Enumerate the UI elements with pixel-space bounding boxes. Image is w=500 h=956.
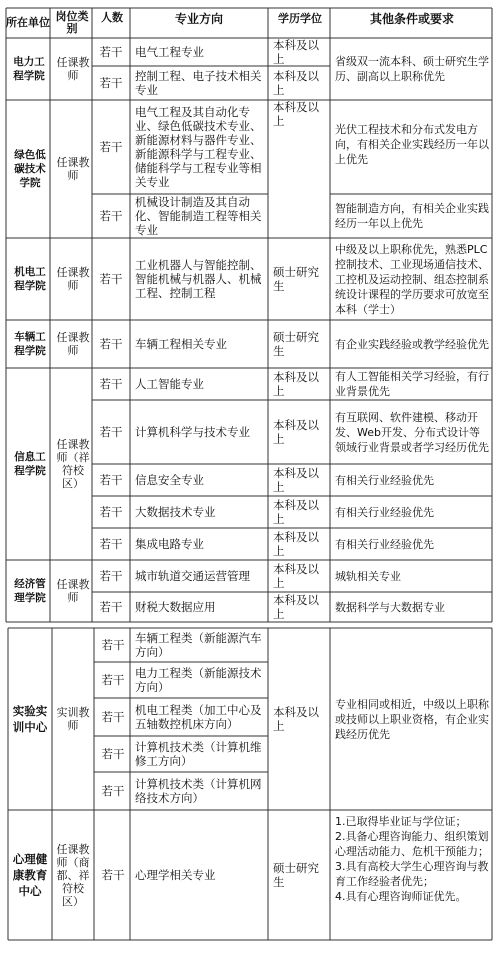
count-r1: 若干 [99,45,123,59]
post-type-psy: 任课教师（商都、祥符校区） [56,842,90,908]
count-r19: 若干 [101,868,125,882]
count-r15: 若干 [101,673,125,687]
header-unit: 所在单位 [6,16,50,29]
count-r13: 若干 [99,600,123,614]
req-mech: 中级及以上职称优先，熟悉PLC控制技术、工业现场通信技术、工控机及运动控制、组态控制系统设计课程的学历要求可放宽至本科（学士） [335,242,489,316]
major-r15: 电力工程类（新能源技术方向） [135,666,262,694]
degree-r1: 本科及以上 [273,38,319,66]
degree-psy: 硕士研究生 [273,861,319,889]
req-psy-item-2: 2.具备心理咨询能力、组织策划心理活动能力、危机干预能力； [335,830,489,858]
req-lab: 专业相同或相近，中级以上职称或技师以上职业资格，有企业实践经历优先 [335,697,489,741]
major-r16: 机电工程类（加工中心及五轴数控机床方向） [135,703,262,731]
count-r10: 若干 [99,505,123,519]
major-r12: 城市轨道交通运营管理 [135,569,250,583]
count-r3: 若干 [99,140,123,154]
major-r10: 大数据技术专业 [135,505,216,519]
major-r19: 心理学相关专业 [135,868,216,882]
degree-r9: 本科及以上 [273,466,319,494]
degree-r12: 本科及以上 [273,562,319,590]
post-type-mech: 任课教师 [56,266,90,292]
count-r5: 若干 [99,272,123,286]
major-r1: 电气工程专业 [135,45,204,59]
major-r4: 机械设计制造及其自动化、智能制造工程等相关专业 [135,195,262,237]
count-r2: 若干 [99,76,123,90]
post-type-lab: 实训教师 [56,706,90,732]
header-count: 人数 [101,11,123,24]
req-r7: 有人工智能相关学习经验，有行业背景优先 [335,370,489,398]
degree-r7: 本科及以上 [273,370,319,398]
degree-r8: 本科及以上 [273,418,319,446]
degree-r10: 本科及以上 [273,498,319,526]
unit-auto: 车辆工程学院 [14,331,46,357]
req-r13: 数据科学与大数据专业 [335,600,445,614]
major-r17: 计算机技术类（计算机维修工方向） [135,740,262,768]
unit-power: 电力工程学院 [13,56,45,82]
unit-lab: 实验实训中心 [12,704,48,734]
unit-info: 信息工程学院 [14,451,46,477]
req-r11: 有相关行业经验优先 [335,537,434,551]
header-post-type: 岗位类别 [55,10,89,35]
major-r8: 计算机科学与技术专业 [135,425,250,439]
major-r7: 人工智能专业 [135,377,204,391]
req-r9: 有相关行业经验优先 [335,473,434,487]
count-r16: 若干 [101,710,125,724]
count-r7: 若干 [99,377,123,391]
count-r6: 若干 [99,337,123,351]
degree-r11: 本科及以上 [273,530,319,558]
degree-auto: 硕士研究生 [273,330,319,358]
req-psy-item-3: 3.具有高校大学生心理咨询与教育工作经验者优先； [335,860,489,888]
post-type-power: 任课教师 [56,56,90,82]
major-r2: 控制工程、电子技术相关专业 [135,69,262,97]
count-r17: 若干 [101,747,125,761]
post-type-green: 任课教师 [56,156,90,182]
major-r18: 计算机技术类（计算机网络技术方向） [135,777,262,805]
header-major: 专业方向 [174,12,223,26]
unit-mech: 机电工程学院 [14,266,46,292]
post-type-auto: 任课教师 [56,331,90,357]
req-r10: 有相关行业经验优先 [335,505,434,519]
degree-green: 本科及以上 [273,100,319,128]
degree-mech: 硕士研究生 [273,265,319,293]
req-r8: 有互联网、软件建模、移动开发、Web开发、分布式设计等领域行业背景或者学习经历优先 [335,410,489,454]
req-auto: 有企业实践经验或教学经验优先 [335,337,489,351]
req-psy-item-1: 1.已取得毕业证与学位证； [335,815,467,828]
count-r4: 若干 [99,209,123,223]
count-r12: 若干 [99,569,123,583]
req-green2: 智能制造方向，有相关企业实践经历一年以上优先 [335,202,489,230]
major-r14: 车辆工程类（新能源汽车方向） [135,631,262,659]
major-r9: 信息安全专业 [135,473,204,487]
req-green1: 光伏工程技术和分布式发电方向，有相关企业实践经历一年以上优先 [335,122,489,166]
unit-green: 绿色低碳技术学院 [14,149,46,189]
degree-r13: 本科及以上 [273,593,319,621]
req-r12: 城轨相关专业 [335,569,401,583]
req-psy-item-4: 4.具有心理咨询师证优先。 [335,890,467,903]
header-degree: 学历学位 [278,12,322,25]
count-r11: 若干 [99,537,123,551]
unit-psy: 心理健康教育中心 [12,852,48,898]
count-r8: 若干 [99,425,123,439]
major-r3: 电气工程及其自动化专业、绿色低碳技术专业、新能源材料与器件专业、新能源科学与工程专业、储能科学与工程专业等相关专业 [135,105,262,189]
major-r13: 财税大数据应用 [135,600,216,614]
post-type-info: 任课教师（祥符校区） [56,438,90,490]
unit-econ: 经济管理学院 [14,578,46,604]
degree-r2: 本科及以上 [273,69,319,97]
post-type-econ: 任课教师 [56,578,90,604]
count-r9: 若干 [99,473,123,487]
req-power: 省级双一流本科、硕士研究生学历、副高以上职称优先 [335,55,489,83]
count-r18: 若干 [101,784,125,798]
major-r6: 车辆工程相关专业 [135,337,227,351]
count-r14: 若干 [101,638,125,652]
major-r11: 集成电路专业 [135,537,204,551]
major-r5: 工业机器人与智能控制、智能机械与机器人、机械工程、控制工程 [135,258,262,300]
header-other: 其他条件或要求 [369,12,454,26]
degree-lab: 本科及以上 [273,705,319,733]
